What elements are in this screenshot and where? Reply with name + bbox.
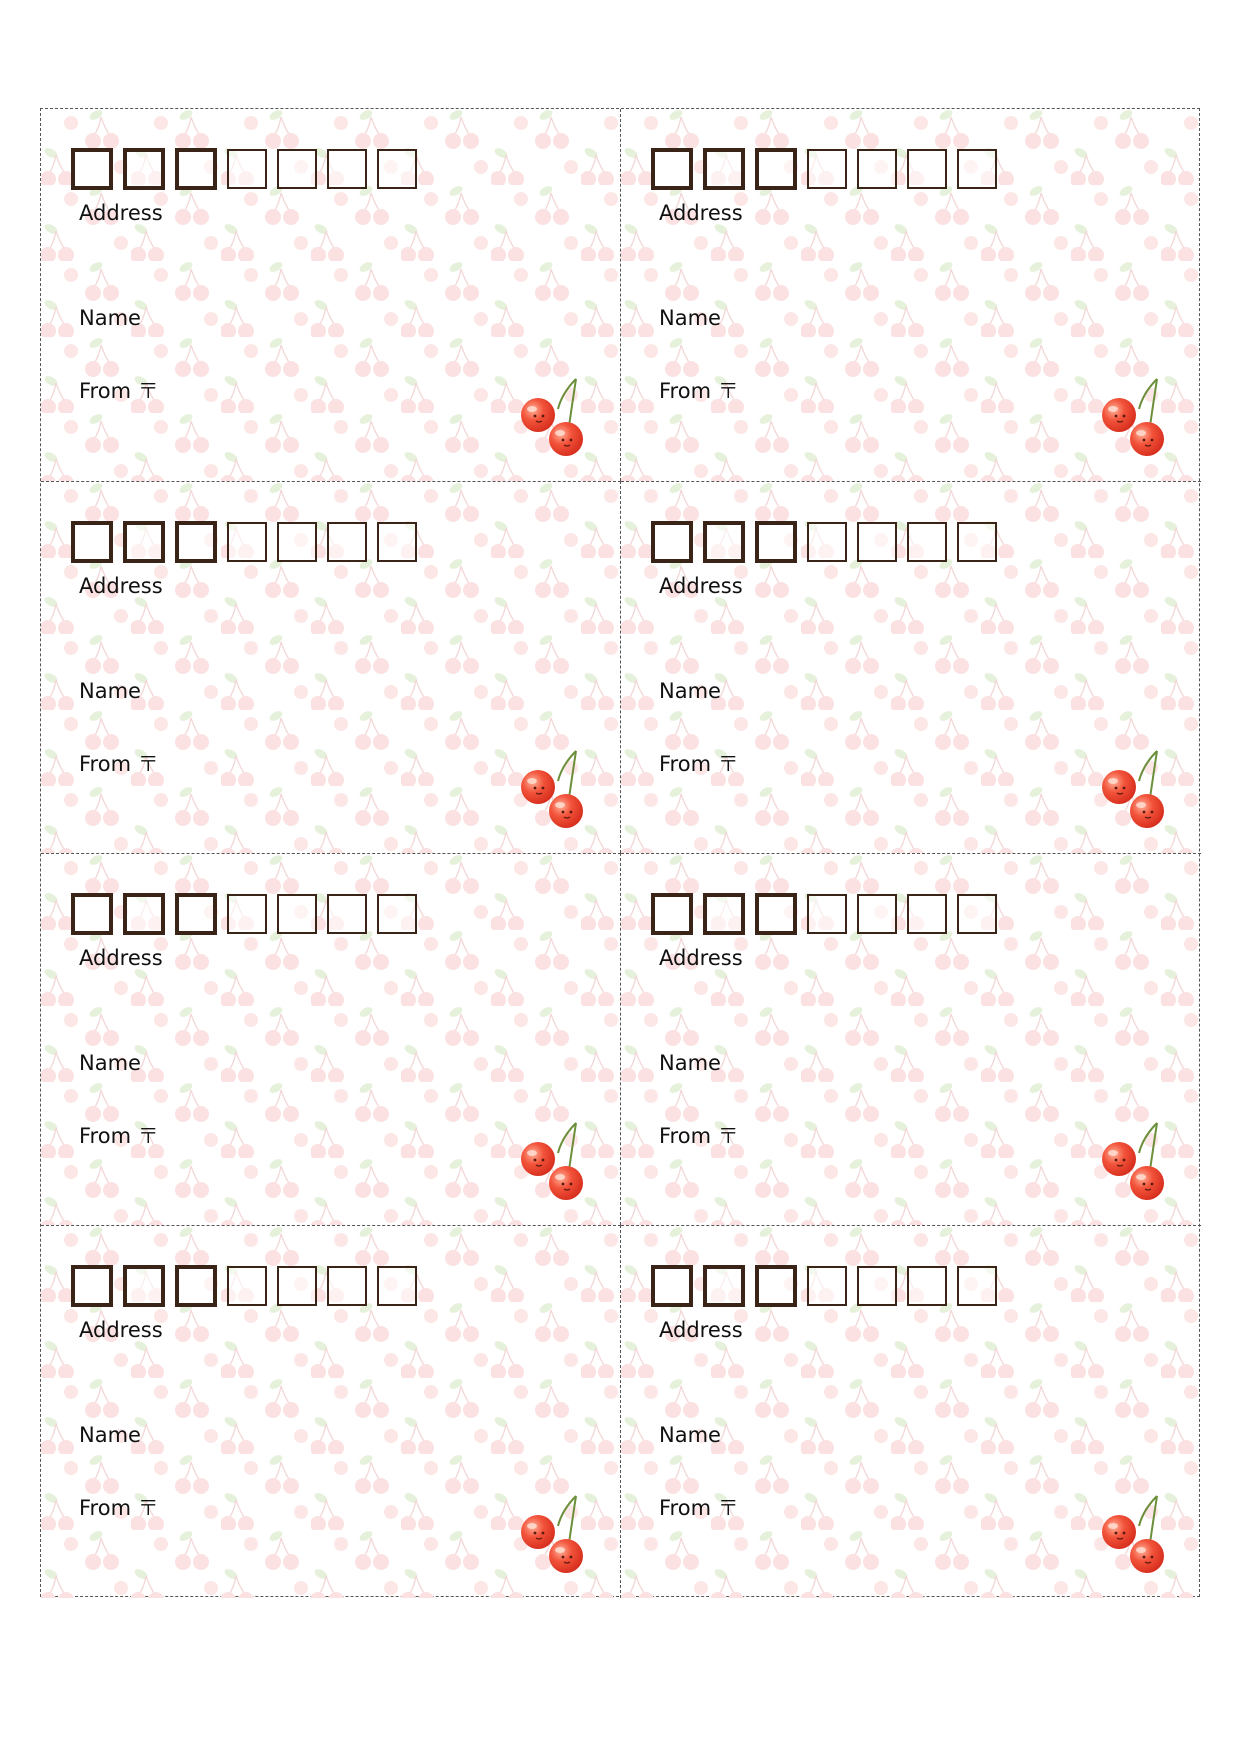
cherry-icon [518, 747, 590, 831]
name-label: Name [79, 679, 141, 703]
postal-code-box[interactable] [857, 149, 897, 189]
address-label: Address [659, 1318, 743, 1342]
postal-code-box[interactable] [377, 522, 417, 562]
cherry-icon [518, 1492, 590, 1576]
postal-code-boxes [71, 1266, 417, 1307]
from-label: From 〒 [659, 752, 739, 776]
postal-code-box[interactable] [703, 893, 745, 935]
from-label: From 〒 [79, 1124, 159, 1148]
postal-code-box[interactable] [227, 149, 267, 189]
name-label: Name [659, 679, 721, 703]
name-label: Name [659, 1051, 721, 1075]
name-label: Name [659, 306, 721, 330]
cherry-icon [518, 375, 590, 459]
postal-code-box[interactable] [703, 148, 745, 190]
cherry-icon [518, 1119, 590, 1203]
postal-code-boxes [651, 522, 997, 563]
cherry-icon [1099, 1492, 1171, 1576]
postal-code-box[interactable] [227, 522, 267, 562]
address-label-card [41, 109, 621, 481]
postal-code-box[interactable] [651, 1265, 693, 1307]
postal-code-box[interactable] [175, 893, 217, 935]
label-sheet [40, 108, 1200, 1597]
name-label: Name [79, 306, 141, 330]
postal-code-box[interactable] [907, 522, 947, 562]
from-label: From 〒 [659, 1124, 739, 1148]
postal-code-box[interactable] [807, 1266, 847, 1306]
postal-code-box[interactable] [123, 893, 165, 935]
postal-code-boxes [71, 522, 417, 563]
postal-code-box[interactable] [807, 522, 847, 562]
address-label-card [621, 853, 1201, 1225]
postal-code-box[interactable] [755, 148, 797, 190]
postal-code-box[interactable] [277, 522, 317, 562]
address-label: Address [79, 201, 163, 225]
address-label-card [41, 853, 621, 1225]
postal-code-box[interactable] [71, 148, 113, 190]
postal-code-boxes [651, 149, 997, 190]
postal-code-box[interactable] [175, 521, 217, 563]
cherry-icon [1099, 1119, 1171, 1203]
postal-code-box[interactable] [377, 149, 417, 189]
postal-code-box[interactable] [957, 1266, 997, 1306]
address-label-card [41, 481, 621, 853]
postal-code-boxes [71, 149, 417, 190]
name-label: Name [79, 1423, 141, 1447]
address-label: Address [79, 574, 163, 598]
postal-code-box[interactable] [957, 894, 997, 934]
postal-code-box[interactable] [957, 149, 997, 189]
postal-code-box[interactable] [907, 1266, 947, 1306]
postal-code-box[interactable] [327, 149, 367, 189]
postal-code-box[interactable] [71, 893, 113, 935]
from-label: From 〒 [79, 1496, 159, 1520]
postal-code-box[interactable] [377, 1266, 417, 1306]
postal-code-box[interactable] [857, 894, 897, 934]
postal-code-box[interactable] [807, 149, 847, 189]
postal-code-box[interactable] [71, 521, 113, 563]
postal-code-box[interactable] [957, 522, 997, 562]
address-label: Address [659, 201, 743, 225]
postal-code-box[interactable] [651, 148, 693, 190]
postal-code-box[interactable] [327, 522, 367, 562]
postal-code-box[interactable] [123, 521, 165, 563]
cherry-icon [1099, 747, 1171, 831]
from-label: From 〒 [79, 379, 159, 403]
postal-code-box[interactable] [857, 522, 897, 562]
address-label: Address [659, 946, 743, 970]
postal-code-box[interactable] [755, 521, 797, 563]
postal-code-box[interactable] [755, 1265, 797, 1307]
postal-code-box[interactable] [277, 149, 317, 189]
postal-code-box[interactable] [907, 149, 947, 189]
postal-code-box[interactable] [123, 1265, 165, 1307]
postal-code-boxes [71, 894, 417, 935]
postal-code-box[interactable] [703, 1265, 745, 1307]
address-label-card [621, 481, 1201, 853]
postal-code-box[interactable] [857, 1266, 897, 1306]
postal-code-box[interactable] [907, 894, 947, 934]
postal-code-box[interactable] [327, 1266, 367, 1306]
postal-code-box[interactable] [377, 894, 417, 934]
postal-code-box[interactable] [703, 521, 745, 563]
postal-code-boxes [651, 894, 997, 935]
postal-code-boxes [651, 1266, 997, 1307]
address-label: Address [659, 574, 743, 598]
postal-code-box[interactable] [71, 1265, 113, 1307]
postal-code-box[interactable] [175, 148, 217, 190]
postal-code-box[interactable] [227, 1266, 267, 1306]
from-label: From 〒 [659, 1496, 739, 1520]
address-label-card [41, 1225, 621, 1598]
postal-code-box[interactable] [651, 893, 693, 935]
address-label-card [621, 109, 1201, 481]
postal-code-box[interactable] [277, 894, 317, 934]
postal-code-box[interactable] [227, 894, 267, 934]
name-label: Name [79, 1051, 141, 1075]
address-label: Address [79, 946, 163, 970]
postal-code-box[interactable] [175, 1265, 217, 1307]
postal-code-box[interactable] [651, 521, 693, 563]
postal-code-box[interactable] [807, 894, 847, 934]
postal-code-box[interactable] [327, 894, 367, 934]
name-label: Name [659, 1423, 721, 1447]
postal-code-box[interactable] [755, 893, 797, 935]
postal-code-box[interactable] [277, 1266, 317, 1306]
address-label-card [621, 1225, 1201, 1598]
address-label: Address [79, 1318, 163, 1342]
cherry-icon [1099, 375, 1171, 459]
postal-code-box[interactable] [123, 148, 165, 190]
from-label: From 〒 [659, 379, 739, 403]
from-label: From 〒 [79, 752, 159, 776]
